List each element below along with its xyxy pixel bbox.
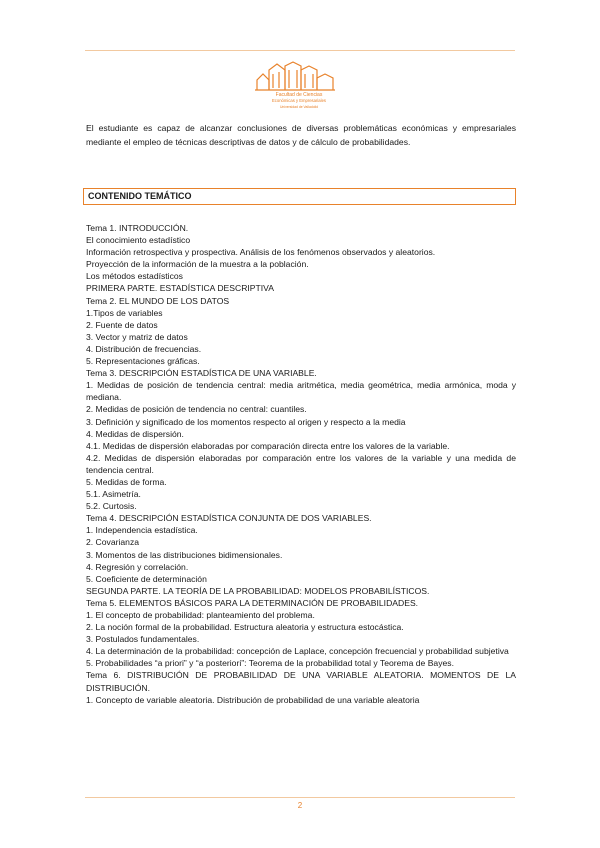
- content-line: Los métodos estadísticos: [86, 271, 183, 282]
- content-line: Tema 6. DISTRIBUCIÓN DE PROBABILIDAD DE UNA VARIABLE ALEATORIA. MOMENTOS DE LA DISTRIBUCIÓN.: [86, 670, 516, 693]
- faculty-logo: [253, 60, 338, 112]
- content-line: 5.2. Curtosis.: [86, 501, 137, 512]
- syllabus-content: [86, 222, 516, 706]
- content-line: 4.2. Medidas de dispersión elaboradas por comparación entre los valores de la variable y una medida de tendencia central.: [86, 452, 516, 475]
- footer-rule: [85, 797, 515, 798]
- content-line: 2. Fuente de datos: [86, 319, 158, 330]
- logo-text: [272, 92, 326, 109]
- page-number: 2: [297, 801, 303, 810]
- content-line: Tema 5. ELEMENTOS BÁSICOS PARA LA DETERMINACIÓN DE PROBABILIDADES.: [86, 597, 419, 608]
- content-line: Tema 1. INTRODUCCIÓN.: [86, 223, 189, 233]
- content-line: 5. Probabilidades “a priori” y “a posteriori”: Teorema de la probabilidad total y Teorema de Bayes.: [86, 658, 454, 669]
- content-line: 3. Postulados fundamentales.: [86, 634, 200, 645]
- content-line: 1.Tipos de variables: [86, 307, 163, 318]
- content-line: PRIMERA PARTE. ESTADÍSTICA DESCRIPTIVA: [86, 283, 274, 294]
- content-line: 3. Definición y significado de los momentos respecto al origen y respecto a la media: [86, 416, 406, 427]
- content-line: 5. Representaciones gráficas.: [86, 356, 200, 367]
- content-line: Tema 3. DESCRIPCIÓN ESTADÍSTICA DE UNA VARIABLE.: [86, 368, 317, 379]
- svg-text:Facultad de Ciencias: Facultad de Ciencias: [275, 92, 323, 98]
- svg-text:Económicas y Empresariales: Económicas y Empresariales: [272, 98, 326, 103]
- content-line: 2. La noción formal de la probabilidad. Estructura aleatoria y estructura estocástica.: [86, 622, 404, 633]
- content-line: 5. Coeficiente de determinación: [86, 573, 207, 584]
- content-line: 5.1. Asimetría.: [86, 489, 141, 500]
- content-line: Proyección de la información de la muestra a la población.: [86, 259, 309, 270]
- content-line: 1. Medidas de posición de tendencia central: media aritmética, media geométrica, media armónica, moda y mediana.: [86, 380, 516, 403]
- content-line: 4. Regresión y correlación.: [86, 561, 189, 572]
- content-line: 1. Independencia estadística.: [86, 525, 198, 536]
- content-line: 1. Concepto de variable aleatoria. Distribución de probabilidad de una variable aleatoria: [86, 694, 420, 705]
- content-line: SEGUNDA PARTE. LA TEORÍA DE LA PROBABILIDAD: MODELOS PROBABILÍSTICOS.: [86, 585, 430, 596]
- content-line: Información retrospectiva y prospectiva. Análisis de los fenómenos observados y aleatorios.: [86, 247, 436, 258]
- header-rule: [85, 50, 515, 51]
- content-line: 2. Covarianza: [86, 537, 140, 548]
- content-line: 5. Medidas de forma.: [86, 476, 167, 487]
- content-line: 3. Vector y matriz de datos: [86, 331, 188, 342]
- svg-text:Universidad de Valladolid: Universidad de Valladolid: [279, 105, 319, 109]
- intro-paragraph: El estudiante es capaz de alcanzar conclusiones de diversas problemáticas económicas y empresariales mediante el empleo de técnicas descriptivas de datos y de cálculo de probabilidades.: [86, 123, 516, 147]
- content-line: Tema 2. EL MUNDO DE LOS DATOS: [86, 295, 230, 306]
- content-line: 4. La determinación de la probabilidad: concepción de Laplace, concepción frecuencial y probabilidad subjetiva: [86, 646, 509, 657]
- content-line: Tema 4. DESCRIPCIÓN ESTADÍSTICA CONJUNTA DE DOS VARIABLES.: [86, 513, 372, 524]
- content-line: El conocimiento estadístico: [86, 235, 191, 246]
- section-title: CONTENIDO TEMÁTICO: [83, 188, 516, 205]
- content-line: 4. Medidas de dispersión.: [86, 428, 184, 439]
- content-line: 1. El concepto de probabilidad: planteamiento del problema.: [86, 610, 315, 620]
- content-line: 4. Distribución de frecuencias.: [86, 343, 202, 354]
- content-line: 3. Momentos de las distribuciones bidimensionales.: [86, 549, 283, 560]
- content-line: 2. Medidas de posición de tendencia no central: cuantiles.: [86, 404, 307, 415]
- content-line: 4.1. Medidas de dispersión elaboradas por comparación directa entre los valores de la variable.: [86, 440, 450, 451]
